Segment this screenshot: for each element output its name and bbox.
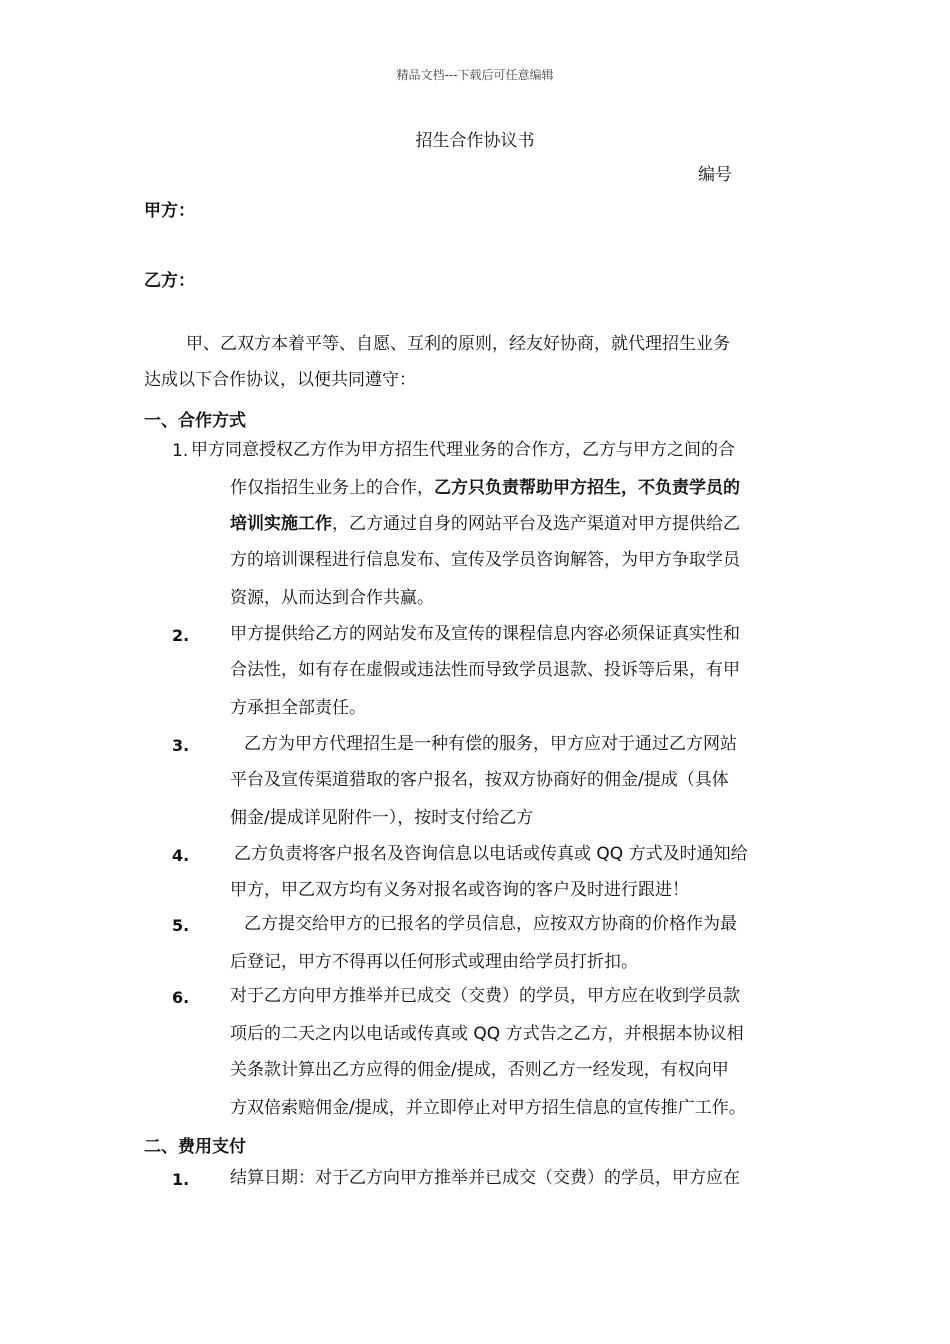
item-number: 4. bbox=[172, 846, 190, 865]
item-bold-span: 乙方只负责帮助甲方招生，不负责学员的 bbox=[434, 478, 740, 498]
item-number: 1. bbox=[172, 1170, 190, 1189]
item-text-line: 方承担全部责任。 bbox=[230, 698, 366, 718]
document-number-label: 编号 bbox=[698, 165, 732, 185]
item-text-line: 对于乙方向甲方推举并已成交（交费）的学员，甲方应在收到学员款 bbox=[230, 986, 740, 1006]
item-text-line: 乙方提交给甲方的已报名的学员信息，应按双方协商的价格作为最 bbox=[244, 914, 737, 934]
item-text-line: 甲方提供给乙方的网站发布及宣传的课程信息内容必须保证真实性和 bbox=[230, 624, 740, 644]
item-text-line: 项后的二天之内以电话或传真或 QQ 方式告之乙方，并根据本协议相 bbox=[230, 1024, 744, 1044]
intro-line-1: 甲、乙双方本着平等、自愿、互利的原则，经友好协商，就代理招生业务 bbox=[186, 334, 730, 354]
item-text-line: 乙方为甲方代理招生是一种有偿的服务，甲方应对于通过乙方网站 bbox=[244, 734, 737, 754]
item-text-line: 甲方同意授权乙方作为甲方招生代理业务的合作方，乙方与甲方之间的合 bbox=[191, 440, 735, 460]
item-number: 3. bbox=[172, 736, 190, 755]
item-text-line: 后登记，甲方不得再以任何形式或理由给学员打折扣。 bbox=[230, 952, 638, 972]
item-text-line bbox=[230, 470, 740, 506]
item-text-line: 平台及宣传渠道猎取的客户报名，按双方协商好的佣金/提成（具体 bbox=[230, 770, 729, 790]
item-number: 5. bbox=[172, 916, 190, 935]
item-text-line: 方的培训课程进行信息发布、宣传及学员咨询解答，为甲方争取学员 bbox=[230, 550, 740, 570]
item-text-line: 资源，从而达到合作共赢。 bbox=[230, 588, 434, 608]
item-text-line: 乙方负责将客户报名及咨询信息以电话或传真或 QQ 方式及时通知给 bbox=[234, 844, 748, 864]
item-text-line: 关条款计算出乙方应得的佣金/提成，否则乙方一经发现，有权向甲 bbox=[230, 1060, 729, 1080]
document-title: 招生合作协议书 bbox=[415, 131, 535, 151]
item-number: 2. bbox=[172, 626, 190, 645]
item-text-line: 佣金/提成详见附件一），按时支付给乙方 bbox=[230, 808, 534, 828]
section-1-heading: 一、合作方式 bbox=[144, 411, 246, 431]
item-number: 6. bbox=[172, 988, 190, 1007]
item-bold-span: 培训实施工作 bbox=[230, 514, 332, 534]
item-text-span: ，乙方通过自身的网站平台及选产渠道对甲方提供给乙 bbox=[332, 514, 740, 534]
item-text-span: 作仅指招生业务上的合作， bbox=[230, 478, 434, 498]
party-b-label: 乙方： bbox=[144, 271, 195, 291]
page-header: 精品文档---下载后可任意编辑 bbox=[396, 68, 554, 82]
intro-line-2: 达成以下合作协议，以便共同遵守： bbox=[144, 370, 416, 390]
item-number: 1. bbox=[172, 441, 189, 461]
party-a-label: 甲方： bbox=[144, 201, 195, 221]
item-text-line: 甲方，甲乙双方均有义务对报名或咨询的客户及时进行跟进！ bbox=[230, 880, 689, 900]
item-text-line: 合法性，如有存在虚假或违法性而导致学员退款、投诉等后果，有甲 bbox=[230, 660, 740, 680]
item-text-line: 方双倍索赔佣金/提成，并立即停止对甲方招生信息的宣传推广工作。 bbox=[230, 1098, 746, 1118]
item-text-line: 结算日期：对于乙方向甲方推举并已成交（交费）的学员，甲方应在 bbox=[230, 1168, 740, 1188]
section-2-heading: 二、费用支付 bbox=[144, 1137, 246, 1157]
item-text-line bbox=[230, 506, 740, 542]
